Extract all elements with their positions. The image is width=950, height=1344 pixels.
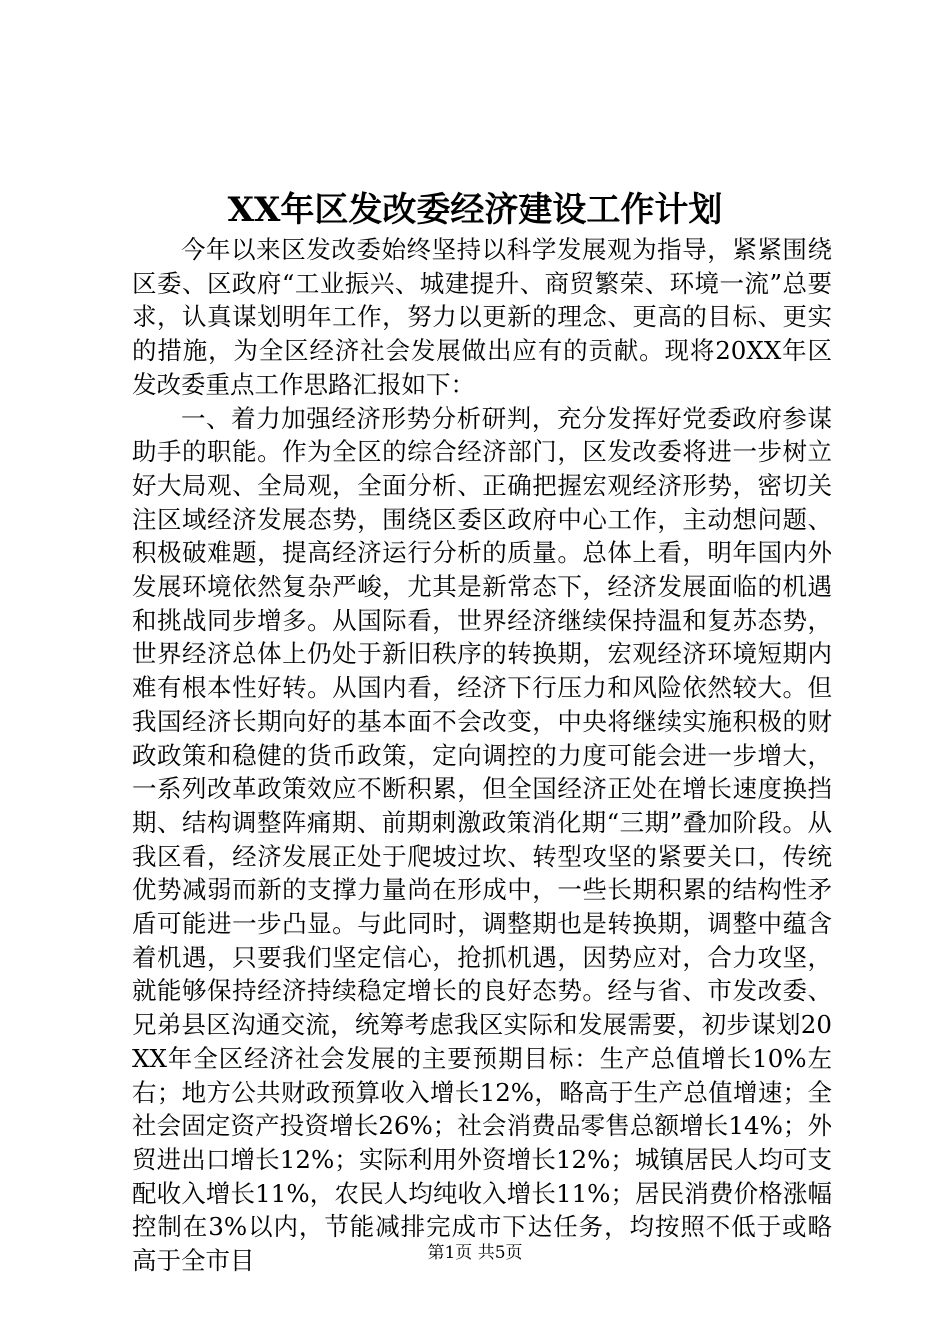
section-one-paragraph: 一、着力加强经济形势分析研判，充分发挥好党委政府参谋助手的职能。作为全区的综合经济部门，区发改委将进一步树立好大局观、全局观，全面分析、正确把握宏观经济形势，密切关注区域经济发展态势，围绕区委区政府中心工作，主动想问题、积极破难题，提高经济运行分析的质量。总体上看，明年国内外发展环境依然复杂严峻，尤其是新常态下，经济发展面临的机遇和挑战同步增多。从国际看，世界经济继续保持温和复苏态势，世界经济总体上仍处于新旧秩序的转换期，宏观经济环境短期内难有根本性好转。从国内看，经济下行压力和风险依然较大。但我国经济长期向好的基本面不会改变，中央将继续实施积极的财政政策和稳健的货币政策，定向调控的力度可能会进一步增大，一系列改革政策效应不断积累，但全国经济正处在增长速度换挡期、结构调整阵痛期、前期刺激政策消化期“三期”叠加阶段。从我区看，经济发展正处于爬坡过坎、转型攻坚的紧要关口，传统优势减弱而新的支撑力量尚在形成中，一些长期积累的结构性矛盾可能进一步凸显。与此同时，调整期也是转换期，调整中蕴含着机遇，只要我们坚定信心，抢抓机遇，因势应对，合力攻坚，就能够保持经济持续稳定增长的良好态势。经与省、市发改委、兄弟县区沟通交流，统筹考虑我区实际和发展需要，初步谋划20XX年全区经济社会发展的主要预期目标：生产总值增长10%左右；地方公共财政预算收入增长12%，略高于生产总值增速；全社会固定资产投资增长26%；社会消费品零售总额增长14%；外贸进出口增长12%；实际利用外资增长12%；城镇居民人均可支配收入增长11%，农民人均纯收入增长11%；居民消费价格涨幅控制在3%以内，节能减排完成市下达任务，均按照不低于或略高于全市目	[132, 403, 832, 1276]
page-indicator: 第1页 共5页	[427, 1243, 523, 1263]
document-title: XX年区发改委经济建设工作计划	[227, 190, 723, 230]
document-body	[132, 233, 832, 1278]
intro-paragraph: 今年以来区发改委始终坚持以科学发展观为指导，紧紧围绕区委、区政府“工业振兴、城建提升、商贸繁荣、环境一流”总要求，认真谋划明年工作，努力以更新的理念、更高的目标、更实的措施，为全区经济社会发展做出应有的贡献。现将20XX年区发改委重点工作思路汇报如下：	[132, 235, 832, 399]
